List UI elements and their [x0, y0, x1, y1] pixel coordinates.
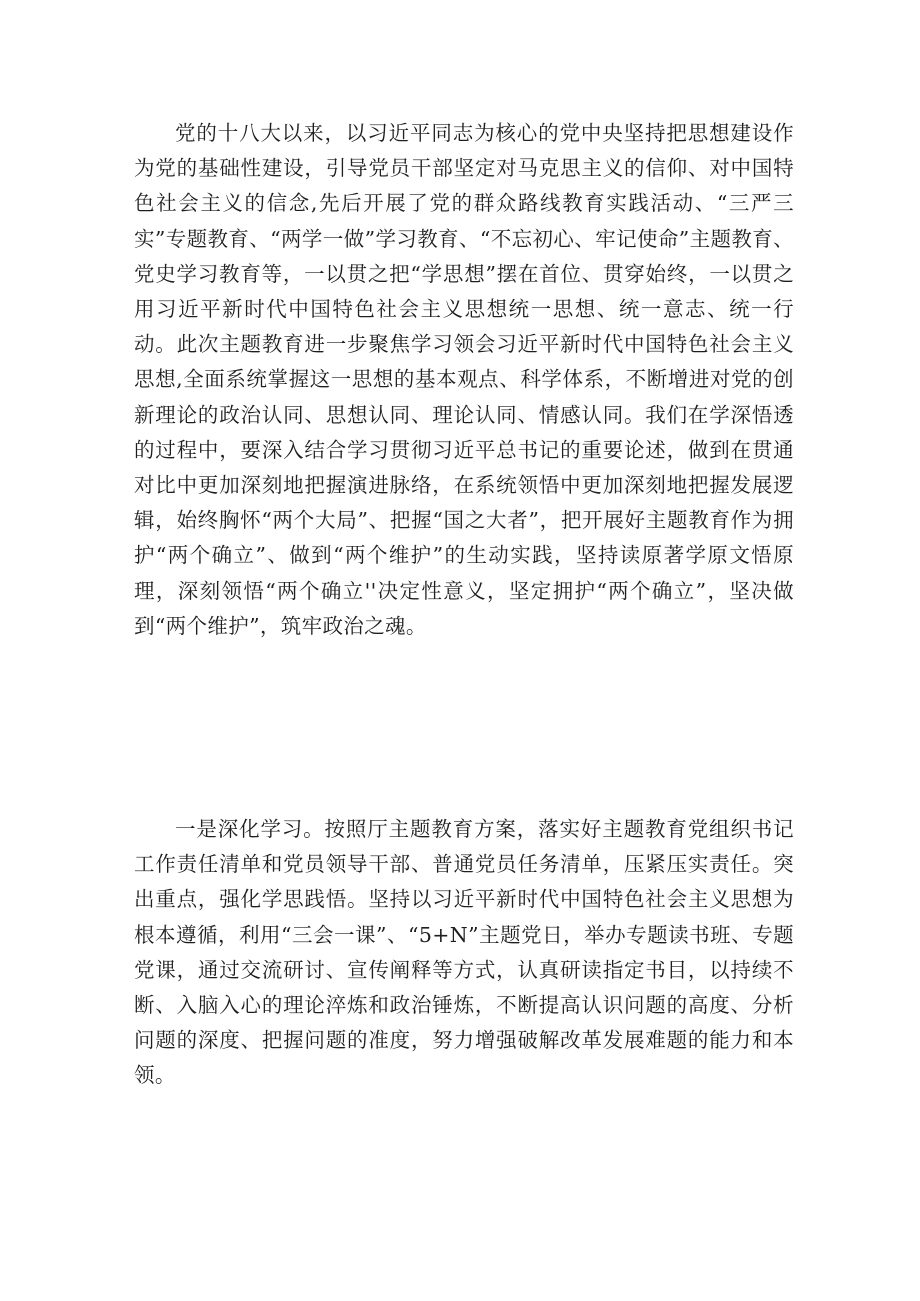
- paragraph-deepen-study: 一是深化学习。按照厅主题教育方案，落实好主题教育党组织书记工作责任清单和党员领导干部、普通党员任务清单，压紧压实责任。突出重点，强化学思践悟。坚持以习近平新时代中国特色社会主义思想为根本遵循，利用“三会一课”、“5+N”主题党日，举办专题读书班、专题党课，通过交流研讨、宣传阐释等方式，认真研读指定书目，以持续不断、入脑入心的理论淬炼和政治锤炼，不断提高认识问题的高度、分析问题的深度、把握问题的准度，努力增强破解改革发展难题的能力和本领。: [134, 817, 794, 1088]
- paragraph-intro: 党的十八大以来，以习近平同志为核心的党中央坚持把思想建设作为党的基础性建设，引导党员干部坚定对马克思主义的信仰、对中国特色社会主义的信念,先后开展了党的群众路线教育实践活动、“三严三实”专题教育、“两学一做”学习教育、“不忘初心、牢记使命”主题教育、党史学习教育等，一以贯之把“学思想”摆在首位、贯穿始终，一以贯之用习近平新时代中国特色社会主义思想统一思想、统一意志、统一行动。此次主题教育进一步聚焦学习领会习近平新时代中国特色社会主义思想,全面系统掌握这一思想的基本观点、科学体系，不断增进对党的创新理论的政治认同、思想认同、理论认同、情感认同。我们在学深悟透的过程中，要深入结合学习贯彻习近平总书记的重要论述，做到在贯通对比中更加深刻地把握演进脉络，在系统领悟中更加深刻地把握发展逻辑，始终胸怀“两个大局”、把握“国之大者”，把开展好主题教育作为拥护“两个确立”、做到“两个维护”的生动实践，坚持读原著学原文悟原理，深刻领悟“两个确立''决定性意义，坚定拥护“两个确立”，坚决做到“两个维护”，筑牢政治之魂。: [134, 121, 794, 638]
